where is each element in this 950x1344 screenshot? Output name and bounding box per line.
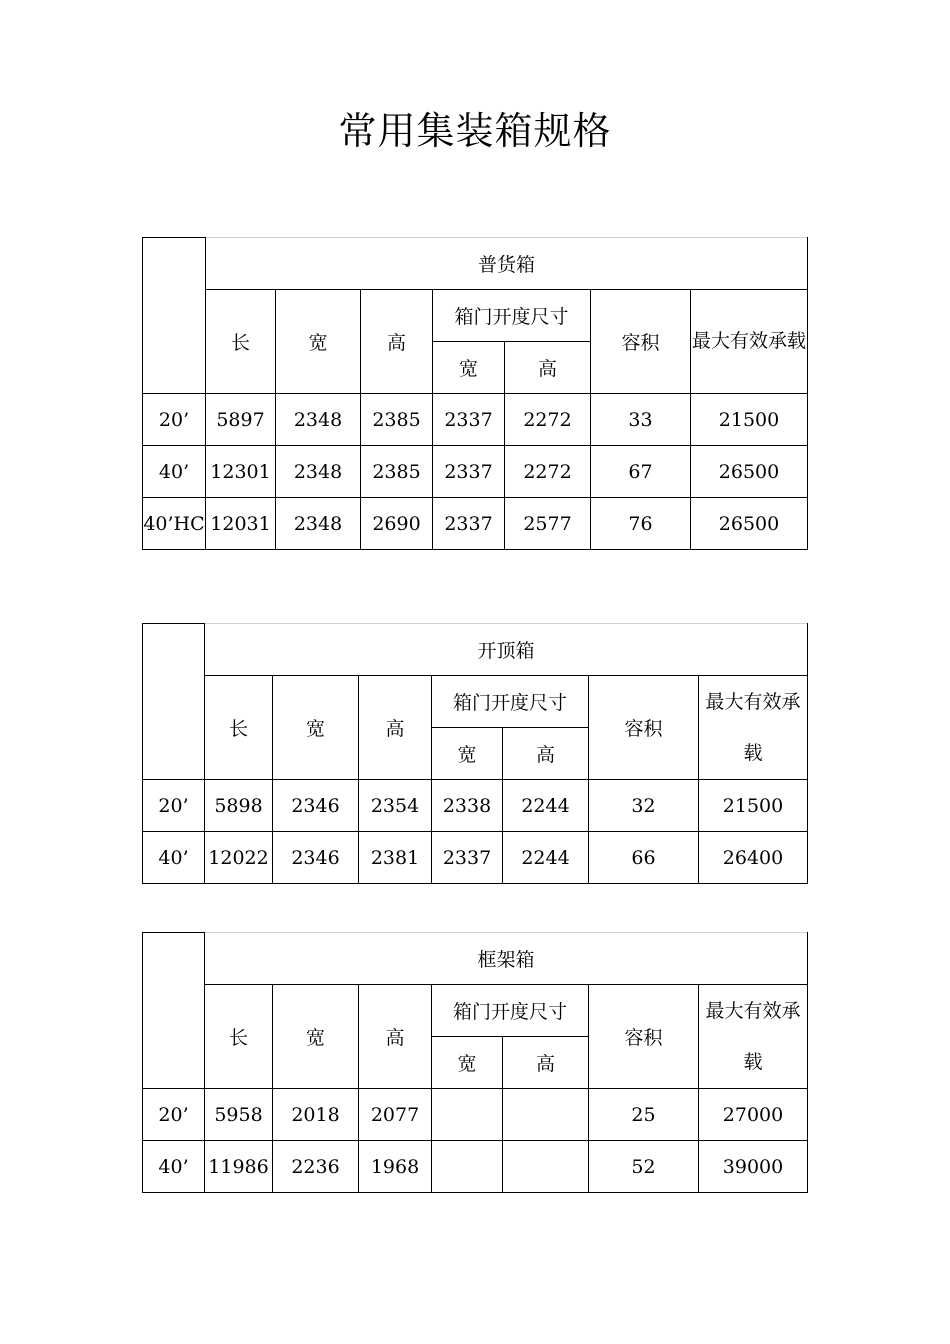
- cell-length: 5898: [205, 780, 273, 832]
- table-type-title: 开顶箱: [205, 624, 808, 676]
- cell-max-load: 26500: [691, 446, 808, 498]
- page-title: 常用集装箱规格: [338, 109, 612, 153]
- header-volume: 容积: [589, 676, 699, 780]
- cell-width: 2236: [273, 1141, 359, 1193]
- header-door-opening: 箱门开度尺寸: [433, 290, 591, 342]
- header-volume: 容积: [589, 985, 699, 1089]
- open-top-container-table: [142, 623, 808, 884]
- header-max-load: 最大有效承载: [699, 985, 808, 1089]
- cell-door-width: 2337: [432, 832, 503, 884]
- table-row: [143, 394, 808, 446]
- cell-door-height: 2244: [503, 832, 589, 884]
- header-width: 宽: [273, 985, 359, 1089]
- cell-width: 2346: [273, 832, 359, 884]
- header-max-load: 最大有效承载: [691, 290, 808, 394]
- cell-height: 2354: [359, 780, 432, 832]
- header-height: 高: [359, 985, 432, 1089]
- cell-door-height: 2272: [505, 394, 591, 446]
- cell-max-load: 21500: [699, 780, 808, 832]
- table-type-title: 普货箱: [206, 238, 808, 290]
- frame-container-table: [142, 932, 808, 1193]
- corner-cell: [143, 238, 206, 394]
- cell-max-load: 26500: [691, 498, 808, 550]
- cell-height: 1968: [359, 1141, 432, 1193]
- corner-cell: [143, 624, 205, 780]
- cell-door-width: 2337: [433, 446, 505, 498]
- header-width: 宽: [273, 676, 359, 780]
- cell-width: 2018: [273, 1089, 359, 1141]
- cell-door-height: 2244: [503, 780, 589, 832]
- header-volume: 容积: [591, 290, 691, 394]
- general-container-table: [142, 237, 808, 550]
- cell-max-load: 21500: [691, 394, 808, 446]
- cell-width: 2348: [276, 498, 361, 550]
- table-row: [143, 446, 808, 498]
- cell-door-height: 2577: [505, 498, 591, 550]
- cell-length: 5897: [206, 394, 276, 446]
- cell-max-load: 27000: [699, 1089, 808, 1141]
- cell-volume: 25: [589, 1089, 699, 1141]
- cell-volume: 66: [589, 832, 699, 884]
- header-length: 长: [206, 290, 276, 394]
- header-max-load: 最大有效承载: [699, 676, 808, 780]
- cell-length: 12022: [205, 832, 273, 884]
- cell-door-width: 2337: [433, 394, 505, 446]
- header-door-width: 宽: [432, 1037, 503, 1089]
- header-door-height: 高: [503, 728, 589, 780]
- cell-volume: 52: [589, 1141, 699, 1193]
- cell-height: 2381: [359, 832, 432, 884]
- cell-height: 2077: [359, 1089, 432, 1141]
- cell-length: 11986: [205, 1141, 273, 1193]
- header-door-opening: 箱门开度尺寸: [432, 676, 589, 728]
- cell-door-width: 2337: [433, 498, 505, 550]
- header-width: 宽: [276, 290, 361, 394]
- table-row: [143, 498, 808, 550]
- table-row: [143, 780, 808, 832]
- cell-door-height: [503, 1089, 589, 1141]
- cell-door-height: [503, 1141, 589, 1193]
- cell-width: 2348: [276, 394, 361, 446]
- header-door-width: 宽: [432, 728, 503, 780]
- cell-height: 2385: [361, 446, 433, 498]
- cell-door-width: 2338: [432, 780, 503, 832]
- cell-max-load: 26400: [699, 832, 808, 884]
- cell-volume: 33: [591, 394, 691, 446]
- cell-size: 20’: [143, 780, 205, 832]
- cell-volume: 67: [591, 446, 691, 498]
- cell-height: 2385: [361, 394, 433, 446]
- cell-size: 40’: [143, 446, 206, 498]
- header-length: 长: [205, 985, 273, 1089]
- cell-volume: 32: [589, 780, 699, 832]
- cell-size: 20’: [143, 394, 206, 446]
- cell-length: 5958: [205, 1089, 273, 1141]
- header-door-width: 宽: [433, 342, 505, 394]
- cell-size: 20’: [143, 1089, 205, 1141]
- table-type-title: 框架箱: [205, 933, 808, 985]
- cell-size: 40’: [143, 832, 205, 884]
- cell-door-height: 2272: [505, 446, 591, 498]
- header-height: 高: [361, 290, 433, 394]
- cell-width: 2346: [273, 780, 359, 832]
- table-row: [143, 832, 808, 884]
- cell-length: 12031: [206, 498, 276, 550]
- header-length: 长: [205, 676, 273, 780]
- cell-door-width: [432, 1089, 503, 1141]
- corner-cell: [143, 933, 205, 1089]
- cell-volume: 76: [591, 498, 691, 550]
- cell-size: 40’: [143, 1141, 205, 1193]
- table-row: [143, 1141, 808, 1193]
- header-door-height: 高: [505, 342, 591, 394]
- header-door-height: 高: [503, 1037, 589, 1089]
- cell-size: 40’HC: [143, 498, 206, 550]
- cell-door-width: [432, 1141, 503, 1193]
- header-door-opening: 箱门开度尺寸: [432, 985, 589, 1037]
- cell-max-load: 39000: [699, 1141, 808, 1193]
- header-height: 高: [359, 676, 432, 780]
- cell-length: 12301: [206, 446, 276, 498]
- table-row: [143, 1089, 808, 1141]
- cell-height: 2690: [361, 498, 433, 550]
- cell-width: 2348: [276, 446, 361, 498]
